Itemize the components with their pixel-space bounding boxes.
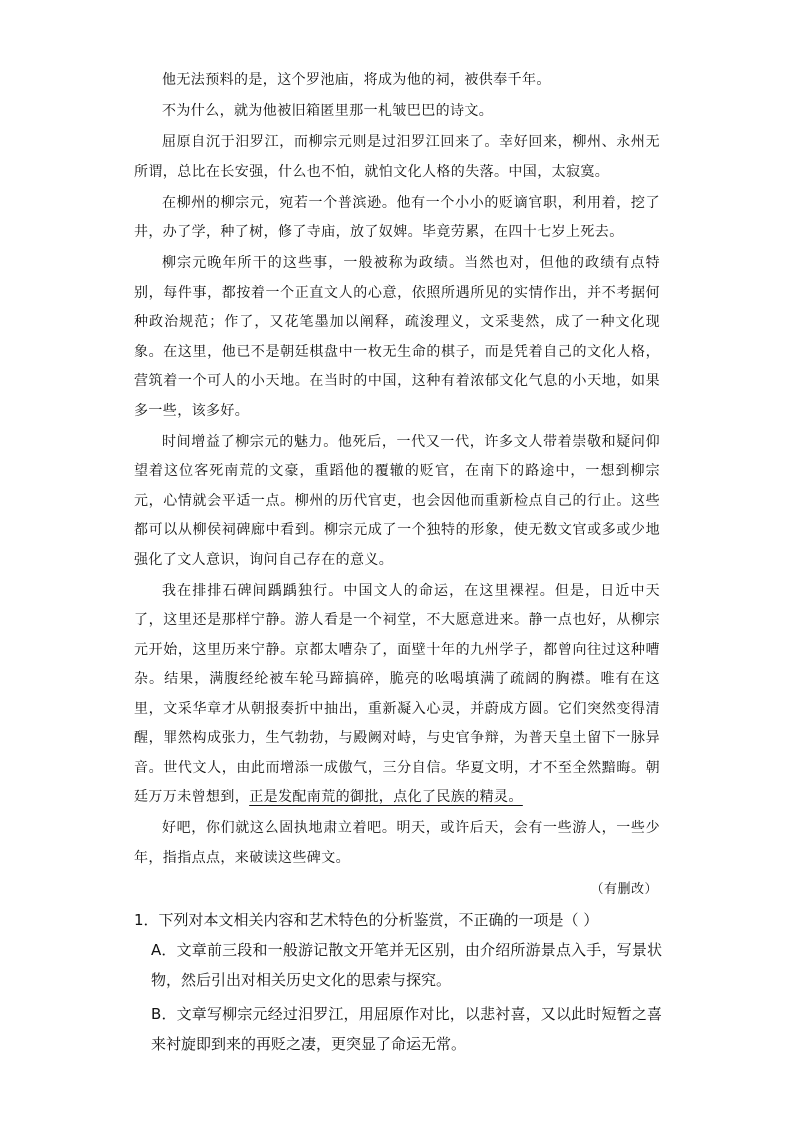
passage-paragraph: 好吧，你们就这么固执地肃立着吧。明天，或许后天，会有一些游人，一些少年，指指点点，来破读这些碑文。 <box>134 820 660 866</box>
question-block <box>134 905 662 1063</box>
passage-paragraph: 柳宗元晚年所干的这些事，一般被称为政绩。当然也对，但他的政绩有点特别，每件事，都按着一个正直文人的心意，依照所遇所见的实情作出，并不考据何种政治规范；作了，又花笔墨加以阐释，疏浚理义，文采斐然，成了一种文化现象。在这里，他已不是朝廷棋盘中一枚无生命的棋子，而是凭着自己的文化人格，营筑着一个可人的小天地。在当时的中国，这种有着浓郁文化气息的小天地，如果多一些，该多好。 <box>134 255 660 419</box>
question-stem: 1．下列对本文相关内容和艺术特色的分析鉴赏，不正确的一项是（ ） <box>134 911 599 929</box>
source-note: （有删改） <box>590 882 658 897</box>
reading-passage <box>134 66 660 875</box>
underlined-sentence: 正是发配南荒的御批，点化了民族的精灵。 <box>249 789 523 805</box>
passage-paragraph: 不为什么，就为他被旧箱匿里那一札皱巴巴的诗文。 <box>162 103 494 119</box>
passage-paragraph: 他无法预料的是，这个罗池庙，将成为他的祠，被供奉千年。 <box>162 72 551 88</box>
passage-text: 我在排排石碑间踽踽独行。中国文人的命运，在这里裸裎。但是，日近中天了，这里还是那样宁静。游人看是一个祠堂，不大愿意进来。静一点也好，从柳宗元开始，这里历来宁静。京都太嘈杂了，面壁十年的九州学子，都曾向往过这种嘈杂。结果，满腹经纶被车轮马蹄搞碎，脆亮的吆喝填满了疏阔的胸襟。唯有在这里，文采华章才从朝报奏折中抽出，重新凝入心灵，并蔚成方圆。它们突然变得清醒，罪然构成张力，生气勃勃，与殿阙对峙，与史官争辩，为普天皇土留下一脉异音。世代文人，由此而增添一成傲气，三分自信。华夏文明，才不至全然黯晦。朝廷万万未曾想到， <box>134 582 660 805</box>
passage-paragraph: 屈原自沉于汨罗江，而柳宗元则是过汨罗江回来了。幸好回来，柳州、永州无所谓，总比在长安强，什么也不怕，就怕文化人格的失落。中国，太寂寞。 <box>134 134 660 180</box>
passage-paragraph: 在柳州的柳宗元，宛若一个普滨逊。他有一个小小的贬谪官职，利用着，挖了井，办了学，种了树，修了寺庙，放了奴婢。毕竟劳累，在四十七岁上死去。 <box>134 194 660 240</box>
option-a: A．文章前三段和一般游记散文开笔并无区别，由介绍所游景点入手，写景状物，然后引出对相关历史文化的思索与探究。 <box>151 941 662 989</box>
passage-paragraph <box>134 577 660 813</box>
option-b: B．文章写柳宗元经过汨罗江，用屈原作对比，以悲衬喜，又以此时短暂之喜来衬旋即到来的再贬之凄，更突显了命运无常。 <box>151 1005 662 1053</box>
passage-paragraph: 时间增益了柳宗元的魅力。他死后，一代又一代，许多文人带着崇敬和疑问仰望着这位客死南荒的文豪，重蹈他的覆辙的贬官，在南下的路途中，一想到柳宗元，心情就会平适一点。柳州的历代官吏，也会因他而重新检点自己的行止。这些都可以从柳侯祠碑廊中看到。柳宗元成了一个独特的形象，使无数文官或多或少地强化了文人意识，询问自己存在的意义。 <box>134 433 660 568</box>
